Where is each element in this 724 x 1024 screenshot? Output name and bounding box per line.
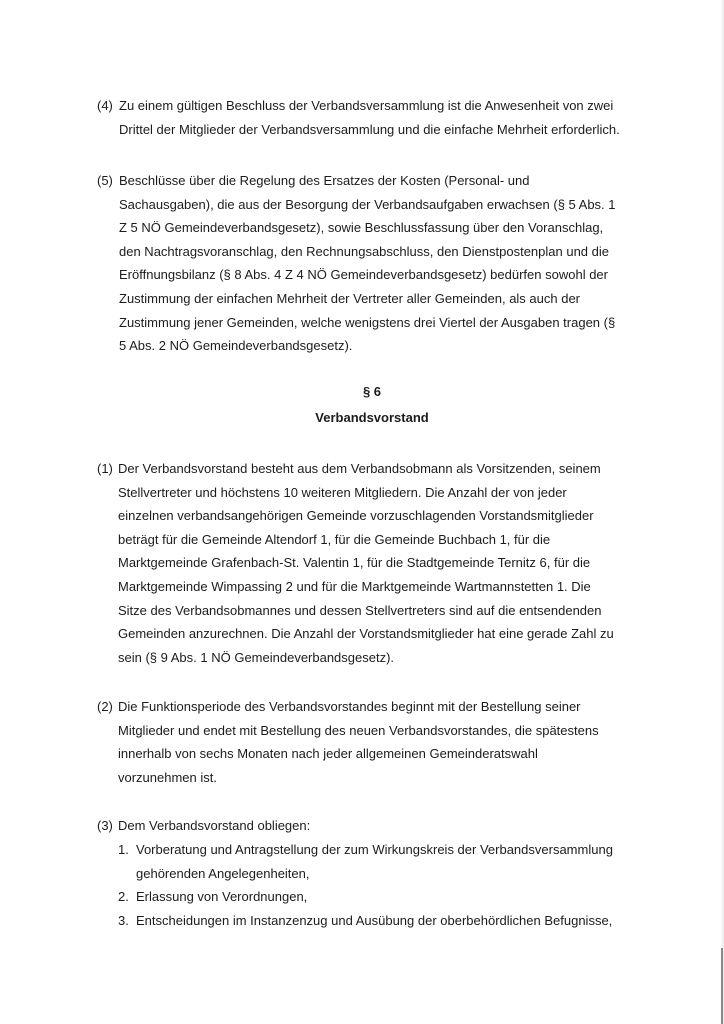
list-item [118, 885, 658, 909]
paragraph-5-4 [97, 94, 657, 141]
list-item-line: Vorberatung und Antragstellung der zum Wirkungskreis der Verbandsversammlung [136, 842, 613, 857]
paragraph-line: Sitze des Verbandsobmannes und dessen Stellvertreters sind auf die entsendenden [118, 602, 602, 618]
paragraph-line: Zustimmung jener Gemeinden, welche wenigstens drei Viertel der Ausgaben tragen (§ [119, 314, 616, 330]
list-item [118, 838, 658, 885]
paragraph-6-2 [97, 695, 657, 789]
paragraph-line: Marktgemeinde Wimpassing 2 und für die Marktgemeinde Wartmannstetten 1. Die [118, 578, 591, 594]
page-edge-shadow [720, 0, 724, 1024]
duties-list [118, 838, 658, 932]
paragraph-line: Sachausgaben), die aus der Besorgung der Verbandsaufgaben erwachsen (§ 5 Abs. 1 [119, 196, 616, 212]
paragraph-line: Dem Verbandsvorstand obliegen: [118, 818, 311, 833]
paragraph-line: vorzunehmen ist. [118, 769, 217, 785]
paragraph-line: Marktgemeinde Grafenbach-St. Valentin 1, für die Stadtgemeinde Ternitz 6, für die [118, 555, 591, 571]
paragraph-number: (1) [97, 461, 113, 476]
paragraph-line: Der Verbandsvorstand besteht aus dem Verbandsobmann als Vorsitzenden, seinem [118, 461, 601, 476]
section-title: Verbandsvorstand [315, 410, 429, 425]
paragraph-line: Stellvertreter und höchstens 10 weiteren Mitgliedern. Die Anzahl der von jeder [118, 484, 567, 500]
paragraph-line: Z 5 NÖ Gemeindeverbandsgesetz), sowie Beschlussfassung über den Voranschlag, [119, 220, 604, 236]
paragraph-line: Beschlüsse über die Regelung des Ersatzes der Kosten (Personal- und [119, 173, 530, 188]
list-item-number: 2. [118, 889, 129, 905]
section-number: § 6 [362, 384, 382, 399]
paragraph-line: Zustimmung der einfachen Mehrheit der Vertreter aller Gemeinden, als auch der [119, 290, 581, 306]
list-item-line: Entscheidungen im Instanzenzug und Ausübung der oberbehördlichen Befugnisse, [136, 912, 613, 928]
list-item-line: Erlassung von Verordnungen, [136, 889, 308, 905]
paragraph-6-3 [97, 814, 657, 838]
paragraph-line: einzelnen verbandsangehörigen Gemeinde vorzuschlagenden Vorstandsmitglieder [118, 508, 594, 524]
paragraph-line: den Nachtragsvoranschlag, den Rechnungsabschluss, den Dienstpostenplan und die [119, 243, 609, 259]
paragraph-line: Zu einem gültigen Beschluss der Verbandsversammlung ist die Anwesenheit von zwei [119, 98, 614, 113]
paragraph-6-1 [97, 457, 657, 669]
paragraph-line: Mitglieder und endet mit Bestellung des neuen Verbandsvorstandes, die spätestens [118, 722, 599, 738]
paragraph-line: innerhalb von sechs Monaten nach jeder allgemeinen Gemeinderatswahl [118, 746, 538, 762]
paragraph-line: beträgt für die Gemeinde Altendorf 1, für die Gemeinde Buchbach 1, für die [118, 531, 551, 547]
list-item-line: gehörenden Angelegenheiten, [136, 865, 310, 881]
list-item [118, 909, 658, 933]
paragraph-line: Drittel der Mitglieder der Verbandsversammlung und die einfache Mehrheit erforderlich. [119, 121, 620, 137]
paragraph-number: (5) [97, 173, 113, 188]
list-item-number: 3. [118, 912, 129, 928]
paragraph-5-5 [97, 169, 657, 358]
paragraph-number: (3) [97, 818, 113, 833]
paragraph-line: sein (§ 9 Abs. 1 NÖ Gemeindeverbandsgesetz). [118, 649, 395, 665]
paragraph-line: Eröffnungsbilanz (§ 8 Abs. 4 Z 4 NÖ Gemeindeverbandsgesetz) bedürfen sowohl der [119, 267, 608, 283]
paragraph-line: Gemeinden anzurechnen. Die Anzahl der Vorstandsmitglieder hat eine gerade Zahl zu [118, 626, 614, 642]
list-item-number: 1. [118, 842, 129, 857]
paragraph-line: 5 Abs. 2 NÖ Gemeindeverbandsgesetz). [119, 338, 353, 354]
paragraph-number: (2) [97, 699, 113, 714]
paragraph-number: (4) [97, 98, 113, 113]
paragraph-line: Die Funktionsperiode des Verbandsvorstandes beginnt mit der Bestellung seiner [118, 699, 581, 714]
scan-edge-mark [721, 948, 723, 1024]
